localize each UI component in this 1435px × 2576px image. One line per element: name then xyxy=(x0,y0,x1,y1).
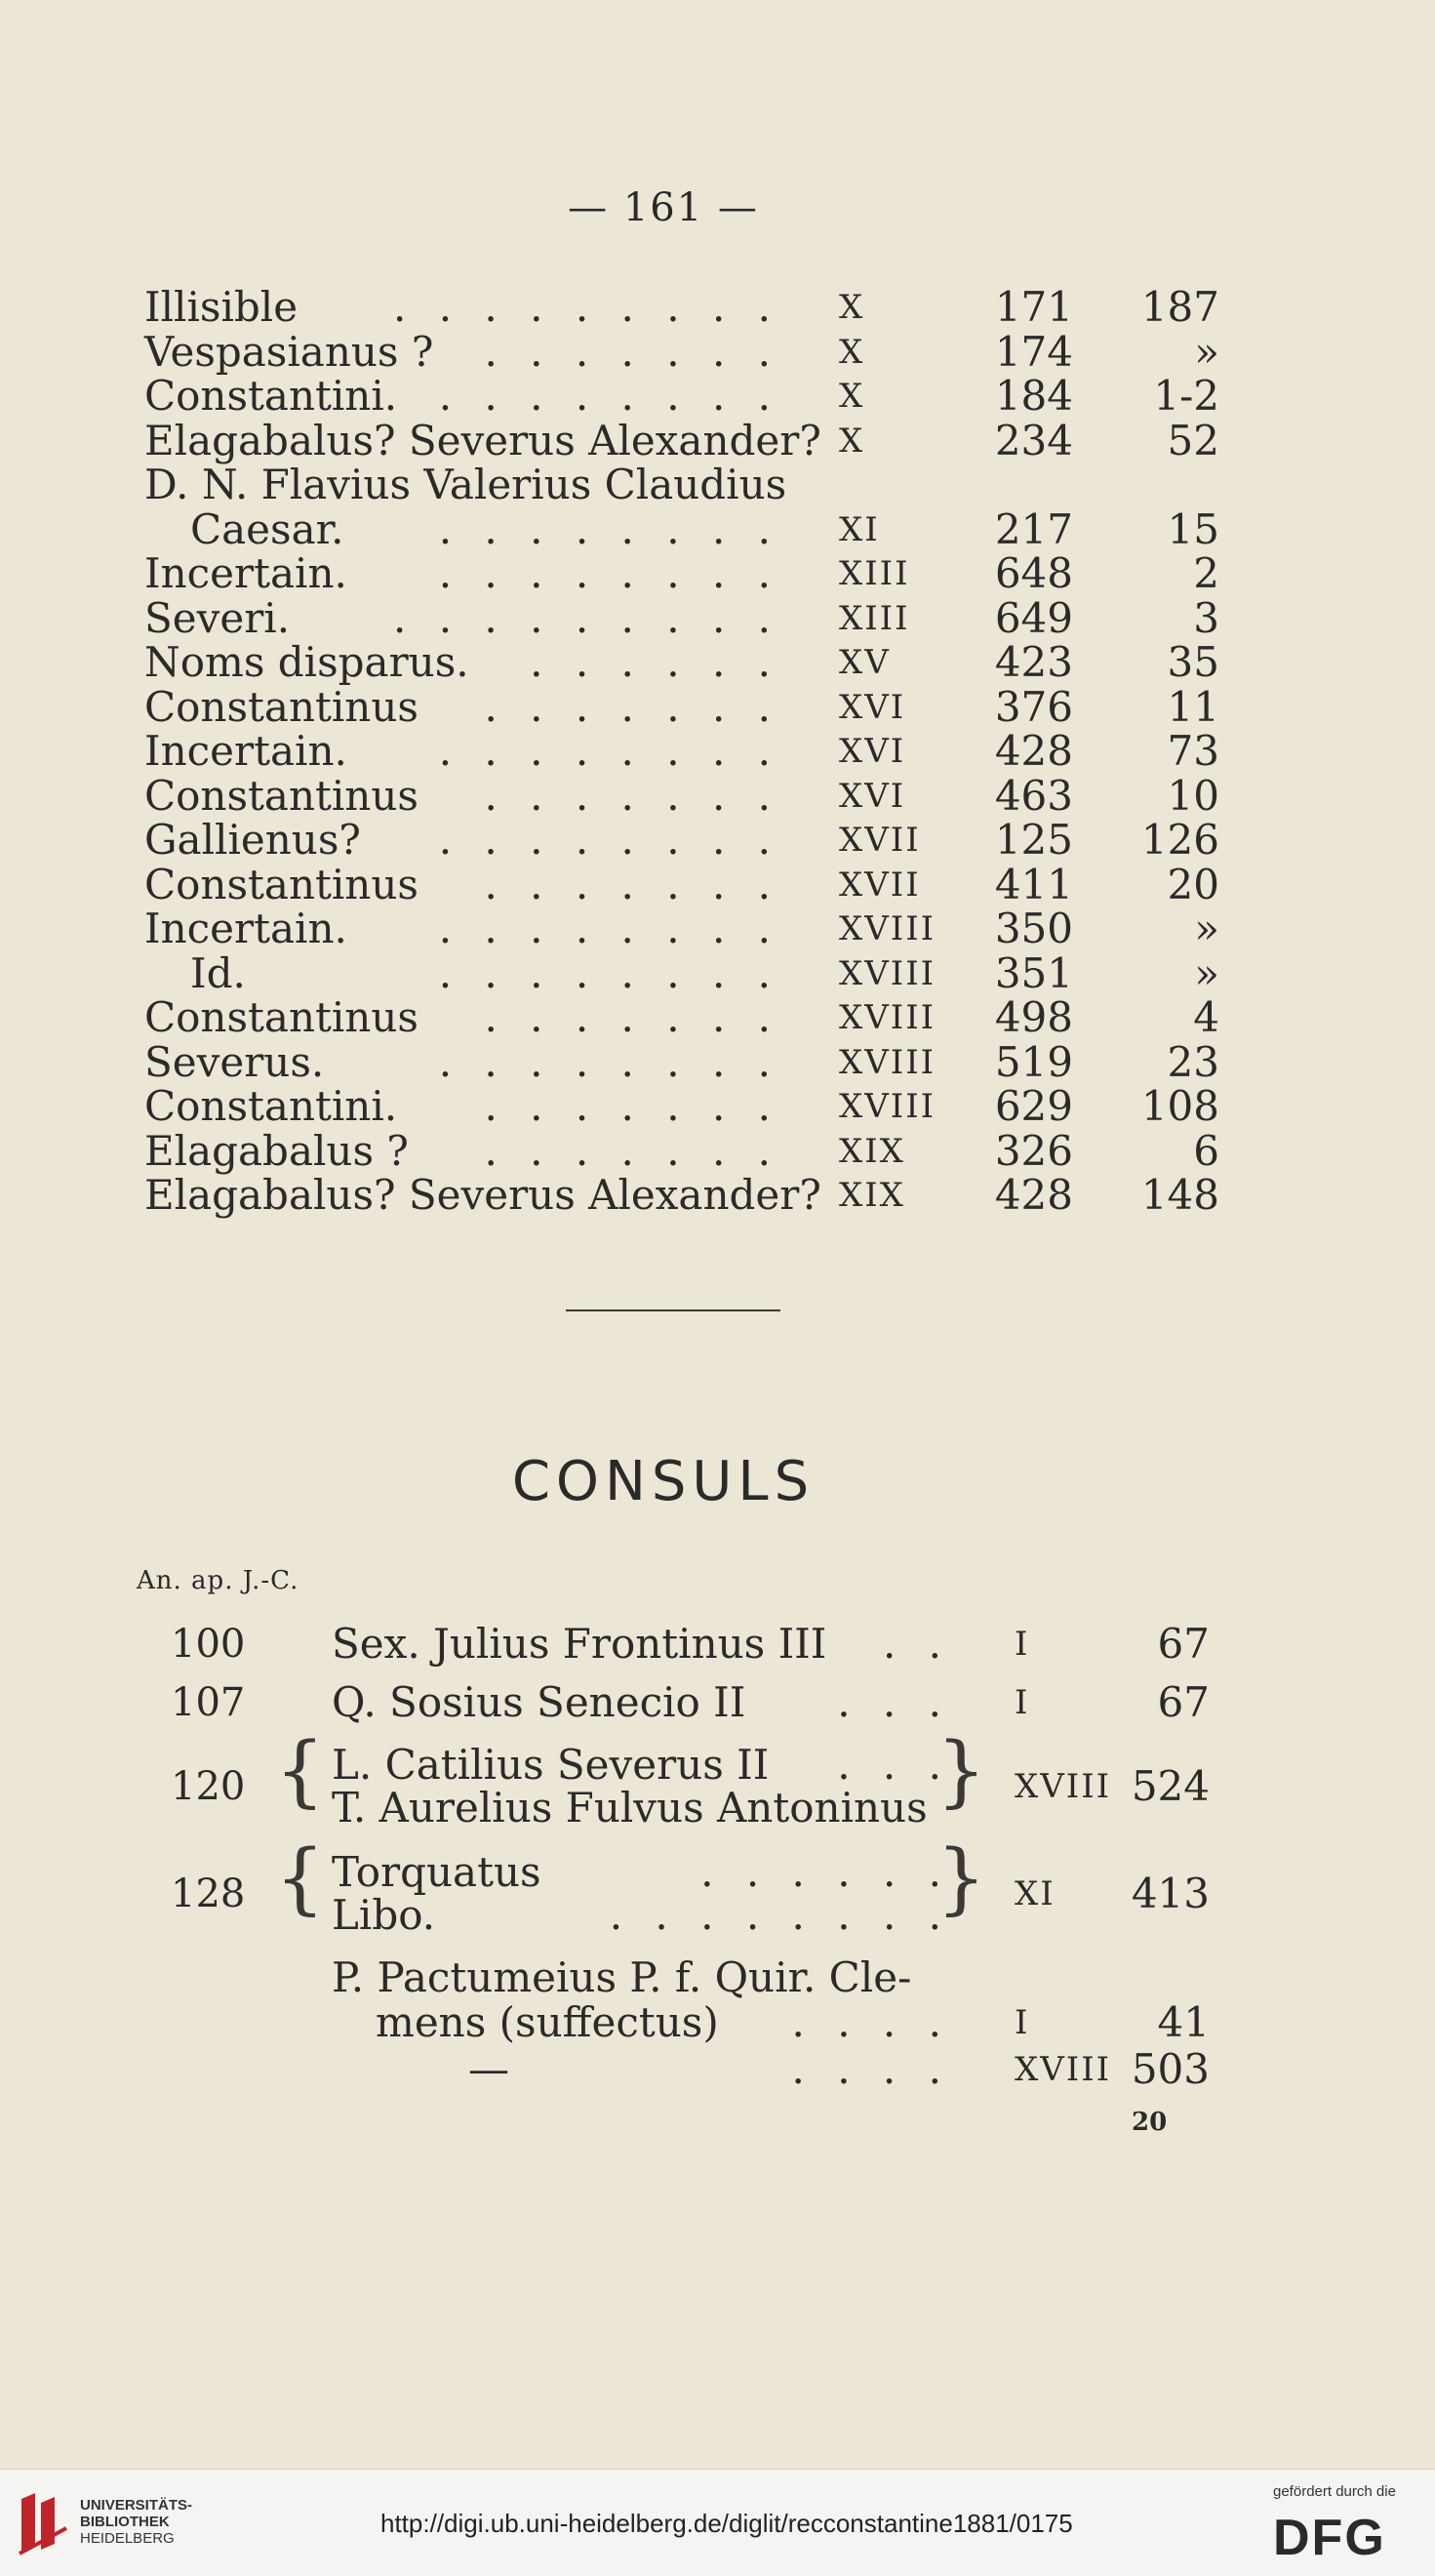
page-reference: 41 xyxy=(1157,1998,1210,2046)
index-entry-row xyxy=(0,906,1435,951)
index-entry-row xyxy=(0,1084,1435,1129)
inscription-number: 35 xyxy=(1167,638,1219,686)
inscription-number: 73 xyxy=(1167,727,1219,775)
leader-dots: . . . . . . . . . xyxy=(393,593,780,642)
consul-name: Torquatus xyxy=(332,1848,541,1896)
entry-name: Vespasianus ? xyxy=(144,327,434,376)
page-reference: 350 xyxy=(994,905,1073,952)
page-reference: 428 xyxy=(994,1171,1073,1219)
index-entry-row xyxy=(0,860,1435,908)
index-entry-row xyxy=(0,995,1435,1040)
entry-name: Elagabalus? Severus Alexander? xyxy=(144,416,821,464)
entry-name: Constantinus xyxy=(144,682,419,731)
volume-number: XVIII xyxy=(839,953,937,993)
volume-number: XIX xyxy=(839,1131,905,1171)
volume-number: XVIII xyxy=(1015,1767,1112,1806)
volume-number: XIX xyxy=(839,1176,905,1215)
entry-name: Constantini. xyxy=(144,1082,398,1130)
index-entry-row xyxy=(0,1173,1435,1218)
brace-icon: } xyxy=(937,1725,986,1816)
inscription-number: 6 xyxy=(1193,1126,1219,1175)
entry-name: Incertain. xyxy=(144,549,347,597)
leader-dots: . . . . . . . . xyxy=(438,1037,780,1086)
page-reference: 174 xyxy=(994,327,1073,376)
volume-number: XVIII xyxy=(839,909,937,948)
page-reference: 376 xyxy=(994,682,1073,731)
leader-dots: . . . . . . . xyxy=(484,771,780,820)
volume-number: XI xyxy=(1015,1874,1056,1913)
entry-name: Severus. xyxy=(144,1037,325,1086)
index-entry-row xyxy=(0,1037,1435,1086)
volume-number: XIII xyxy=(839,598,910,638)
volume-number: X xyxy=(839,421,865,461)
entry-name: Constantinus xyxy=(144,993,419,1041)
inscription-number: 108 xyxy=(1140,1082,1219,1130)
page-number: — 161 — xyxy=(568,185,759,230)
consul-name: L. Catilius Severus II xyxy=(332,1741,770,1789)
leader-dots: . . . . . . . xyxy=(484,1126,780,1175)
page-reference: 184 xyxy=(994,372,1073,420)
inscription-number: 2 xyxy=(1193,549,1219,597)
inscription-number: » xyxy=(1194,327,1219,376)
footer-bar xyxy=(0,2469,1435,2576)
volume-number: I xyxy=(1015,1625,1030,1664)
leader-dots: . . . . . . . . xyxy=(438,504,780,553)
leader-dots: . . . . . . . . . xyxy=(393,283,780,331)
entry-name: Constantini. xyxy=(144,372,398,420)
page-reference: 524 xyxy=(1131,1762,1210,1810)
entry-name: Elagabalus? Severus Alexander? xyxy=(144,1171,821,1219)
section-divider xyxy=(566,1309,780,1311)
inscription-number: 187 xyxy=(1140,283,1219,331)
consul-name: mens (suffectus) xyxy=(376,1998,719,2046)
brace-icon: { xyxy=(275,1725,325,1816)
inscription-number: 52 xyxy=(1167,416,1219,464)
volume-number: XVIII xyxy=(839,998,937,1037)
index-entry-row xyxy=(0,416,1435,464)
leader-dots: . . . . . . . . xyxy=(438,905,780,952)
inscription-number: 1-2 xyxy=(1153,372,1219,420)
inscription-number: 15 xyxy=(1167,504,1219,553)
volume-number: XVI xyxy=(839,687,906,727)
index-entry-row xyxy=(0,682,1435,731)
leader-dots: . . . . xyxy=(791,2045,951,2093)
entry-name: Caesar. xyxy=(190,504,344,553)
leader-dots: . . . . . . xyxy=(700,1848,951,1896)
page-reference: 411 xyxy=(994,860,1073,908)
page-reference: 503 xyxy=(1131,2045,1210,2093)
volume-number: XV xyxy=(839,643,891,682)
leader-dots: . . . . . . . xyxy=(484,1082,780,1130)
leader-dots: . . . . . . . xyxy=(484,327,780,376)
volume-number: XVI xyxy=(839,776,906,816)
consul-name: — xyxy=(468,2045,509,2093)
university-logo-icon xyxy=(16,2489,70,2557)
page-reference: 648 xyxy=(994,549,1073,597)
consul-name: P. Pactumeius P. f. Quir. Cle- xyxy=(332,1953,912,2001)
index-entry-row xyxy=(0,1126,1435,1175)
leader-dots: . . . . . . xyxy=(530,638,780,686)
institution-name: UNIVERSITÄTS- BIBLIOTHEK HEIDELBERG xyxy=(80,2497,193,2547)
index-entry-row xyxy=(0,818,1435,863)
page-reference: 217 xyxy=(994,504,1073,553)
page-reference: 423 xyxy=(994,638,1073,686)
leader-dots: . . xyxy=(882,1620,951,1668)
index-entry-row xyxy=(0,285,1435,330)
inscription-number: 20 xyxy=(1167,860,1219,908)
index-entry-row xyxy=(0,771,1435,820)
year-column-header: An. ap. J.-C. xyxy=(137,1566,299,1595)
volume-number: XI xyxy=(839,509,880,549)
entry-name: Severi. xyxy=(144,593,291,642)
consul-year: 120 xyxy=(171,1764,246,1809)
leader-dots: . . . . . . . . xyxy=(438,372,780,420)
entry-name: Elagabalus ? xyxy=(144,1126,409,1175)
consul-year: 107 xyxy=(171,1680,246,1725)
index-entry-row xyxy=(0,551,1435,596)
entry-name: Constantinus xyxy=(144,860,419,908)
page-reference: 125 xyxy=(994,816,1073,864)
consul-year: 128 xyxy=(171,1872,246,1916)
leader-dots: . . . . . . . . xyxy=(438,549,780,597)
page-reference: 519 xyxy=(994,1037,1073,1086)
entry-name: Incertain. xyxy=(144,727,347,775)
volume-number: XIII xyxy=(839,554,910,593)
leader-dots: . . . . . . . xyxy=(484,860,780,908)
leader-dots: . . . . . . . . xyxy=(438,727,780,775)
page-reference: 463 xyxy=(994,771,1073,820)
volume-number: I xyxy=(1015,2003,1030,2042)
volume-number: XVIII xyxy=(839,1042,937,1082)
inscription-number: » xyxy=(1194,948,1219,997)
inscription-number: 126 xyxy=(1140,816,1219,864)
inscription-number: 148 xyxy=(1140,1171,1219,1219)
leader-dots: . . . . . . . . xyxy=(609,1891,951,1939)
index-entry-row xyxy=(0,640,1435,685)
index-entry-row xyxy=(0,463,1435,507)
entry-name: Gallienus? xyxy=(144,816,361,864)
consul-name: T. Aurelius Fulvus Antoninus xyxy=(332,1784,928,1831)
volume-number: XVI xyxy=(839,732,906,771)
section-title: CONSULS xyxy=(511,1450,816,1513)
signature-mark: 20 xyxy=(1132,2108,1168,2137)
page-reference: 413 xyxy=(1131,1870,1210,1917)
consul-name: Q. Sosius Senecio II xyxy=(332,1678,746,1726)
entry-name: Id. xyxy=(190,948,246,997)
index-entry-row xyxy=(0,504,1435,553)
inscription-number: 3 xyxy=(1193,593,1219,642)
index-entry-row xyxy=(0,374,1435,419)
consul-name: Sex. Julius Frontinus III xyxy=(332,1620,827,1668)
page-reference: 171 xyxy=(994,283,1073,331)
inscription-number: 4 xyxy=(1193,993,1219,1041)
page-reference: 649 xyxy=(994,593,1073,642)
brace-icon: } xyxy=(937,1832,986,1923)
index-entry-row xyxy=(0,948,1435,997)
page-reference: 67 xyxy=(1157,1678,1210,1726)
entry-name: Incertain. xyxy=(144,905,347,952)
sponsor-text: gefördert durch die xyxy=(1273,2483,1396,2500)
leader-dots: . . . xyxy=(837,1741,951,1789)
consul-name: Libo. xyxy=(332,1891,436,1939)
leader-dots: . . . . xyxy=(791,1998,951,2046)
page-reference: 629 xyxy=(994,1082,1073,1130)
index-entry-row xyxy=(0,729,1435,774)
inscription-number: 11 xyxy=(1167,682,1219,731)
leader-dots: . . . . . . . xyxy=(484,993,780,1041)
volume-number: XVIII xyxy=(1015,2050,1112,2089)
page-reference: 428 xyxy=(994,727,1073,775)
entry-name: Illisible xyxy=(144,283,299,331)
entry-name: Noms disparus. xyxy=(144,638,469,686)
leader-dots: . . . . . . . . xyxy=(438,816,780,864)
leader-dots: . . . xyxy=(837,1678,951,1726)
volume-number: X xyxy=(839,332,865,372)
page-reference: 498 xyxy=(994,993,1073,1041)
leader-dots: . . . . . . . . xyxy=(438,948,780,997)
brace-icon: { xyxy=(275,1832,325,1923)
entry-name: D. N. Flavius Valerius Claudius xyxy=(144,461,787,508)
page-reference: 67 xyxy=(1157,1620,1210,1668)
consul-year: 100 xyxy=(171,1622,246,1667)
leader-dots: . . . . . . . xyxy=(484,682,780,731)
volume-number: X xyxy=(839,288,865,327)
index-entry-row xyxy=(0,593,1435,642)
page-reference: 326 xyxy=(994,1126,1073,1175)
page-reference: 234 xyxy=(994,416,1073,464)
volume-number: X xyxy=(839,377,865,416)
volume-number: XVII xyxy=(839,865,921,905)
entry-name: Constantinus xyxy=(144,771,419,820)
inscription-number: 23 xyxy=(1167,1037,1219,1086)
dfg-logo: DFG xyxy=(1273,2510,1386,2566)
page-reference: 351 xyxy=(994,948,1073,997)
document-url-link[interactable]: http://digi.ub.uni-heidelberg.de/diglit/recconstantine1881/0175 xyxy=(380,2509,1073,2538)
inscription-number: 10 xyxy=(1167,771,1219,820)
index-entry-row xyxy=(0,327,1435,376)
volume-number: XVII xyxy=(839,821,921,860)
inscription-number: » xyxy=(1194,905,1219,952)
volume-number: I xyxy=(1015,1683,1030,1722)
volume-number: XVIII xyxy=(839,1087,937,1126)
